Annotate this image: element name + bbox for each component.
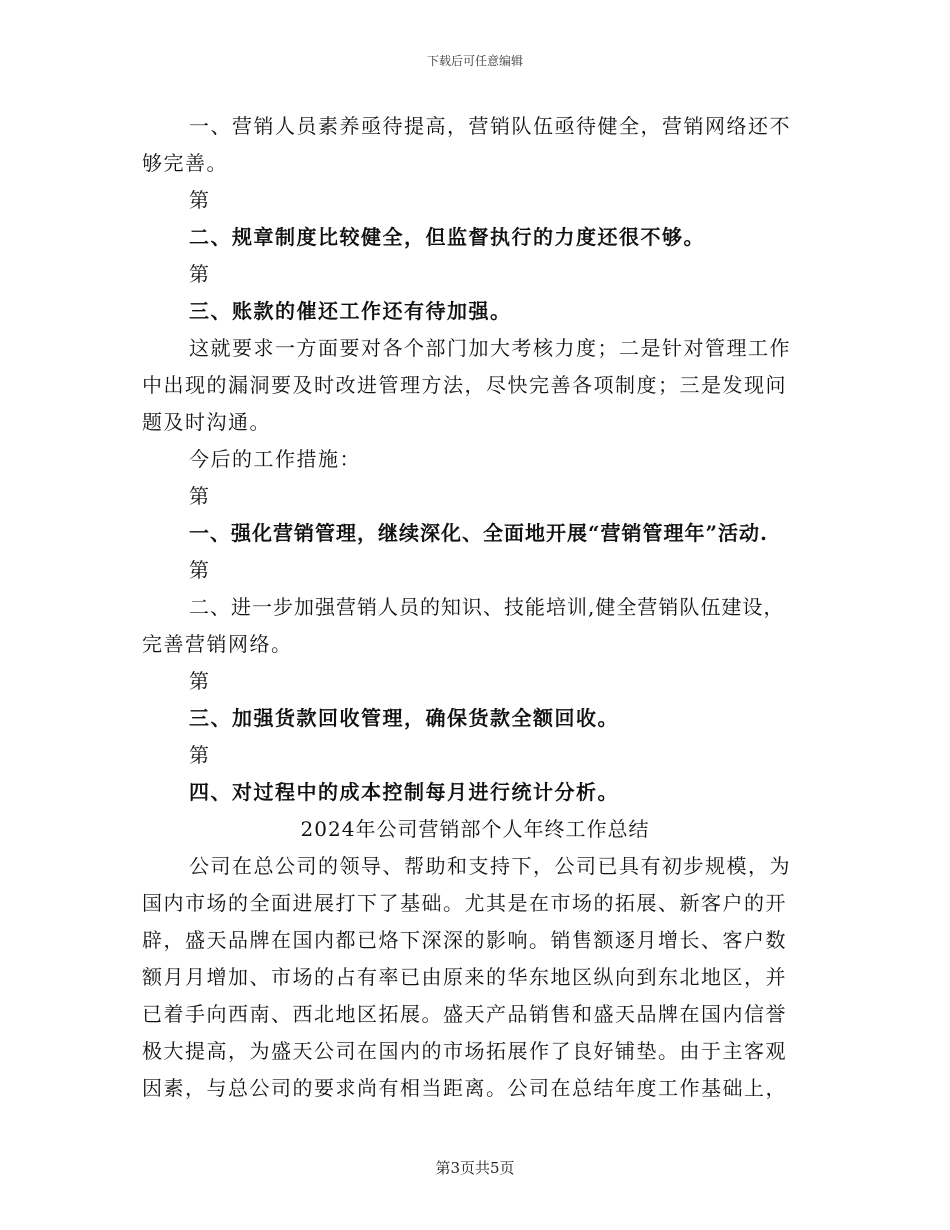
body-line: 公司在总公司的领导、帮助和支持下，公司已具有初步规模，为 [189,854,791,878]
text-line: 二、进一步加强营销人员的知识、技能培训,健全营销队伍建设， [189,595,785,619]
bold-heading-line: 三、账款的催还工作还有待加强。 [189,299,512,323]
text-line: 一、营销人员素养亟待提高，营销队伍亟待健全，营销网络还不 [189,114,791,138]
bold-heading-line: 三、加强货款回收管理，确保货款全额回收。 [189,706,619,730]
text-line: 完善营销网络。 [142,632,293,656]
bold-heading-line: 四、对过程中的成本控制每月进行统计分析。 [189,780,619,804]
body-line: 额月月增加、市场的占有率已由原来的华东地区纵向到东北地区，并 [142,965,787,989]
body-line: 国内市场的全面进展打下了基础。尤其是在市场的拓展、新客户的开 [142,891,787,915]
bold-heading-line: 一、强化营销管理，继续深化、全面地开展“营销管理年”活动. [189,521,768,545]
text-line: 第 [189,743,211,767]
text-line: 第 [189,669,211,693]
page-footer: 第3页共5页 [435,1159,515,1177]
text-line: 这就要求一方面要对各个部门加大考核力度；二是针对管理工作 [189,336,791,360]
body-line: 已着手向西南、西北地区拓展。盛天产品销售和盛天品牌在国内信誉 [142,1002,787,1026]
body-line: 极大提高，为盛天公司在国内的市场拓展作了良好铺垫。由于主客观 [142,1039,787,1063]
bold-heading-line: 二、规章制度比较健全，但监督执行的力度还很不够。 [189,225,705,249]
text-line: 题及时沟通。 [142,410,271,434]
text-line: 第 [189,188,211,212]
text-line: 够完善。 [142,151,228,175]
section-title: 2024年公司营销部个人年终工作总结 [300,817,650,841]
body-line: 辟，盛天品牌在国内都已烙下深深的影响。销售额逐月增长、客户数 [142,928,787,952]
text-line: 第 [189,484,211,508]
text-line: 第 [189,558,211,582]
text-line: 今后的工作措施： [189,447,361,471]
body-line: 因素，与总公司的要求尚有相当距离。公司在总结年度工作基础上， [142,1076,787,1100]
text-line: 第 [189,262,211,286]
page-header: 下载后可任意编辑 [426,54,523,68]
text-line: 中出现的漏洞要及时改进管理方法，尽快完善各项制度；三是发现问 [142,373,787,397]
